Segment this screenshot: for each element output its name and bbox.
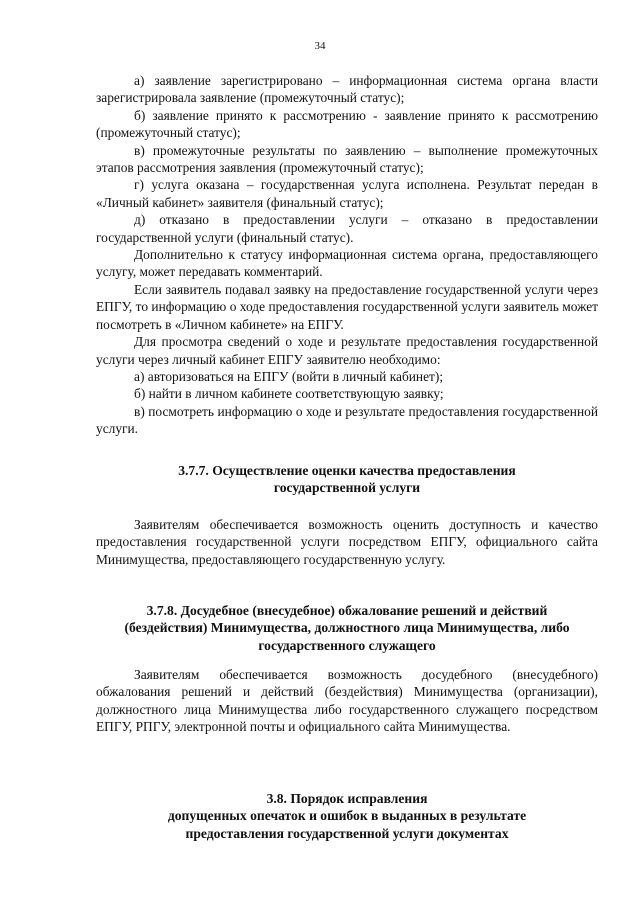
- paragraph: Дополнительно к статусу информационная система органа, предоставляющего услугу, может передавать комментарий.: [96, 247, 598, 280]
- section-3-7-8-heading: [96, 602, 598, 654]
- paragraph: Для просмотра сведений о ходе и результате предоставления государственной услуги через личный кабинет ЕПГУ заявителю необходимо:: [96, 334, 598, 367]
- paragraph: в) посмотреть информацию о ходе и результате предоставления государственной услуги.: [96, 403, 598, 437]
- paragraph: Заявителям обеспечивается возможность оценить доступность и качество предоставления государственной услуги посредством ЕПГУ, официального сайта Минимущества, предоставляющего государственную услугу.: [96, 517, 598, 567]
- paragraph: г) услуга оказана – государственная услуга исполнена. Результат передан в «Личный кабинет» заявителя (финальный статус);: [96, 177, 598, 210]
- heading-line: 3.7.8. Досудебное (внесудебное) обжалование решений и действий: [146, 603, 548, 618]
- status-list-block: [96, 72, 598, 438]
- paragraph: б) заявление принято к рассмотрению - заявление принято к рассмотрению (промежуточный статус);: [96, 107, 598, 141]
- heading-line: 3.8. Порядок исправления: [266, 791, 428, 806]
- paragraph: д) отказано в предоставлении услуги – отказано в предоставлении государственной услуги (финальный статус).: [96, 212, 598, 245]
- page-number: 34: [314, 40, 326, 52]
- heading-line: 3.7.7. Осуществление оценки качества предоставления: [178, 463, 516, 478]
- section-3-7-7-heading: [96, 462, 598, 497]
- paragraph: б) найти в личном кабинете соответствующую заявку;: [134, 386, 444, 402]
- heading-line: предоставления государственной услуги документах: [185, 825, 509, 841]
- heading-line: допущенных опечаток и ошибок в выданных в результате: [167, 808, 527, 824]
- paragraph: в) промежуточные результаты по заявлению – выполнение промежуточных этапов рассмотрения заявления (промежуточный статус);: [96, 142, 598, 176]
- paragraph: а) заявление зарегистрировано – информационная система органа власти зарегистрировала заявление (промежуточный статус);: [96, 73, 598, 106]
- paragraph: Если заявитель подавал заявку на предоставление государственной услуги через ЕПГУ, то информацию о ходе предоставления государственной услуги заявитель может посмотреть в «Личном кабинете» на ЕПГУ.: [96, 281, 598, 332]
- heading-line: (бездействия) Минимущества, должностного лица Минимущества, либо: [124, 620, 570, 636]
- section-3-7-8-body: [96, 666, 598, 736]
- heading-line: государственного служащего: [258, 637, 436, 653]
- section-3-8-heading: [96, 790, 598, 842]
- paragraph: а) авторизоваться на ЕПГУ (войти в личный кабинет);: [134, 368, 444, 384]
- paragraph: Заявителям обеспечивается возможность досудебного (внесудебного) обжалования решений и действий (бездействия) Минимущества (организации), должностного лица Минимущества либо государственного служащего посредством ЕПГУ, РПГУ, электронной почты и официального сайта Минимущества.: [96, 667, 598, 735]
- section-3-7-7-body: [96, 516, 598, 568]
- heading-line: государственной услуги: [273, 480, 421, 496]
